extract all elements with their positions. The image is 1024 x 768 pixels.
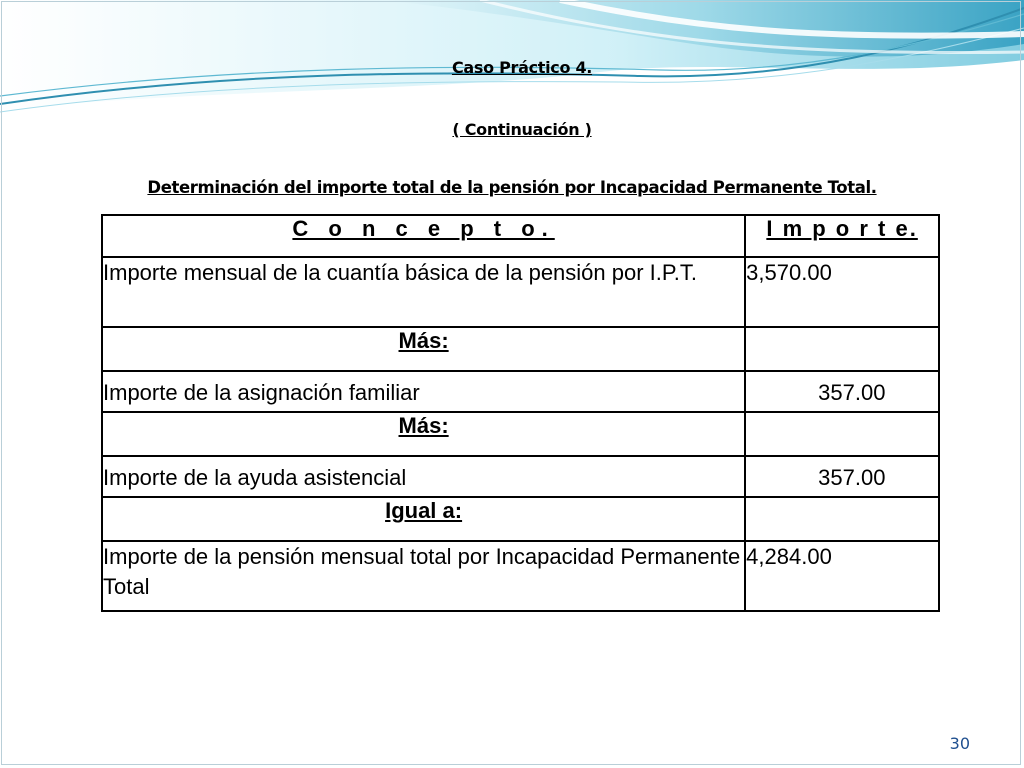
row-amount-basic-pension: 3,570.00: [745, 257, 939, 327]
table-row: [102, 371, 939, 412]
section-heading: Determinación del importe total de la pensión por Incapacidad Permanente Total.: [147, 178, 877, 197]
table-row: [102, 456, 939, 497]
table-row: [102, 412, 939, 456]
row-amount-total-pension: 4,284.00: [745, 541, 939, 611]
pension-table: [101, 214, 940, 612]
header-amount: I m p o r t e.: [745, 215, 939, 257]
table-row: [102, 327, 939, 371]
page-number: 30: [949, 734, 970, 753]
slide-title: Caso Práctico 4.: [451, 58, 593, 77]
row-concept-family-allowance: Importe de la asignación familiar: [102, 371, 745, 412]
row-concept-total-pension: Importe de la pensión mensual total por Incapacidad Permanente Total: [102, 541, 745, 611]
table-row: [102, 541, 939, 611]
empty-cell: [745, 412, 939, 456]
row-amount-assistance-aid: 357.00: [745, 456, 939, 497]
slide-subtitle: ( Continuación ): [452, 120, 592, 139]
empty-cell: [745, 327, 939, 371]
header-concept: C o n c e p t o.: [102, 215, 745, 257]
row-amount-family-allowance: 357.00: [745, 371, 939, 412]
row-concept-basic-pension: Importe mensual de la cuantía básica de la pensión por I.P.T.: [102, 257, 745, 327]
table-row: [102, 257, 939, 327]
empty-cell: [745, 497, 939, 541]
connector-plus-2: Más:: [102, 412, 745, 456]
row-concept-assistance-aid: Importe de la ayuda asistencial: [102, 456, 745, 497]
connector-equals: Igual a:: [102, 497, 745, 541]
table-header-row: [102, 215, 939, 257]
connector-plus-1: Más:: [102, 327, 745, 371]
table-row: [102, 497, 939, 541]
